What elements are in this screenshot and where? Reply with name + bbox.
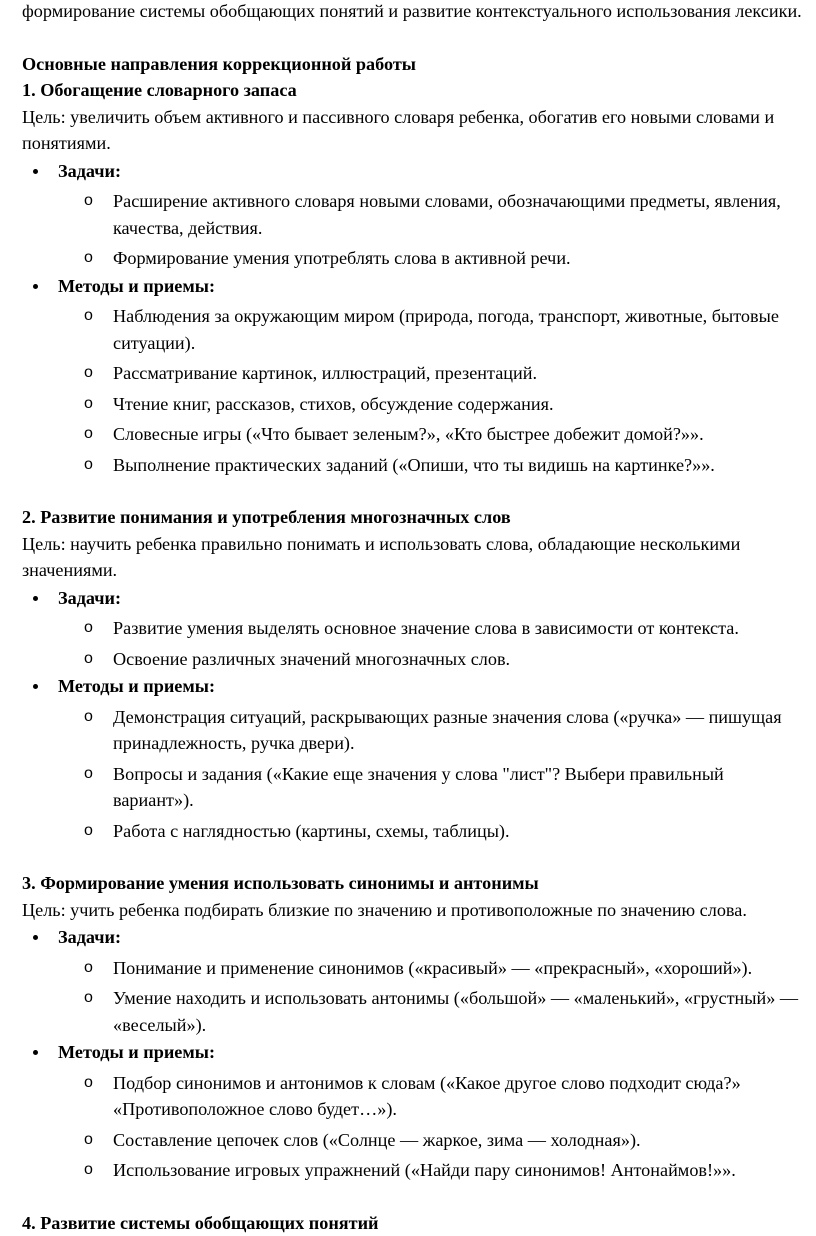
methods-label: Методы и приемы: — [58, 676, 215, 696]
bullet-item — [22, 924, 812, 951]
bullet-marker: o — [84, 1127, 93, 1154]
list-item: o Использование игровых упражнений («Найди пару синонимов! Антонаймов!»». — [22, 1157, 812, 1184]
section-2 — [22, 504, 812, 844]
section-goal: Цель: научить ребенка правильно понимать и использовать слова, обладающие несколькими значениями. — [22, 531, 812, 584]
bullet-item — [22, 673, 812, 700]
section-4 — [22, 1210, 812, 1236]
bullet-marker: o — [84, 985, 93, 1012]
section-title: 1. Обогащение словарного запаса — [22, 77, 812, 104]
list-item: o Чтение книг, рассказов, стихов, обсуждение содержания. — [22, 391, 812, 418]
list-item: o Словесные игры («Что бывает зеленым?», «Кто быстрее добежит домой?»». — [22, 421, 812, 448]
list-item: o Составление цепочек слов («Солнце — жаркое, зима — холодная»). — [22, 1127, 812, 1154]
bullet-marker: o — [84, 245, 93, 272]
bullet-marker: o — [84, 646, 93, 673]
bullet-marker: o — [84, 188, 93, 215]
list-item: o Демонстрация ситуаций, раскрывающих разные значения слова («ручка» — пишущая принадлежность, ручка двери). — [22, 704, 812, 757]
section-title: 2. Развитие понимания и употребления многозначных слов — [22, 504, 812, 531]
bullet-marker: o — [84, 704, 93, 731]
tasks-label: Задачи: — [58, 588, 121, 608]
section-goal: Цель: учить ребенка подбирать близкие по значению и противоположные по значению слова. — [22, 897, 812, 924]
list-item: o Развитие умения выделять основное значение слова в зависимости от контекста. — [22, 615, 812, 642]
bullet-item — [22, 158, 812, 185]
methods-label: Методы и приемы: — [58, 276, 215, 296]
list-item: o Умение находить и использовать антонимы («большой» — «маленький», «грустный» — «веселый»). — [22, 985, 812, 1038]
bullet-marker: o — [84, 303, 93, 330]
bullet-marker: o — [84, 421, 93, 448]
section-goal: Цель: увеличить объем активного и пассивного словаря ребенка, обогатив его новыми словами и понятиями. — [22, 104, 812, 157]
bullet-marker: o — [84, 360, 93, 387]
section-title: 3. Формирование умения использовать синонимы и антонимы — [22, 870, 812, 897]
bullet-item — [22, 1039, 812, 1066]
bullet-marker: o — [84, 818, 93, 845]
list-item: o Формирование умения употреблять слова в активной речи. — [22, 245, 812, 272]
list-item: o Подбор синонимов и антонимов к словам («Какое другое слово подходит сюда?» «Противоположное слово будет…»). — [22, 1070, 812, 1123]
list-item: o Понимание и применение синонимов («красивый» — «прекрасный», «хороший»). — [22, 955, 812, 982]
tasks-label: Задачи: — [58, 161, 121, 181]
list-item: o Наблюдения за окружающим миром (природа, погода, транспорт, животные, бытовые ситуации). — [22, 303, 812, 356]
section-1 — [22, 77, 812, 478]
document-page — [22, 0, 812, 1236]
bullet-marker: o — [84, 391, 93, 418]
section-3 — [22, 870, 812, 1184]
bullet-marker: o — [84, 761, 93, 788]
bullet-marker: o — [84, 615, 93, 642]
bullet-item — [22, 273, 812, 300]
bullet-marker: o — [84, 1157, 93, 1184]
list-item: o Освоение различных значений многозначных слов. — [22, 646, 812, 673]
section-title: 4. Развитие системы обобщающих понятий — [22, 1210, 812, 1236]
methods-label: Методы и приемы: — [58, 1042, 215, 1062]
list-item: o Вопросы и задания («Какие еще значения у слова "лист"? Выбери правильный вариант»). — [22, 761, 812, 814]
list-item: o Работа с наглядностью (картины, схемы, таблицы). — [22, 818, 812, 845]
bullet-marker: o — [84, 1070, 93, 1097]
tasks-label: Задачи: — [58, 927, 121, 947]
list-item: o Выполнение практических заданий («Опиши, что ты видишь на картинке?»». — [22, 452, 812, 479]
bullet-marker: o — [84, 955, 93, 982]
main-heading: Основные направления коррекционной работы — [22, 51, 812, 78]
bullet-item — [22, 585, 812, 612]
intro-paragraph: формирование системы обобщающих понятий и развитие контекстуального использования лексики. — [22, 0, 812, 25]
list-item: o Рассматривание картинок, иллюстраций, презентаций. — [22, 360, 812, 387]
list-item: o Расширение активного словаря новыми словами, обозначающими предметы, явления, качества, действия. — [22, 188, 812, 241]
bullet-marker: o — [84, 452, 93, 479]
